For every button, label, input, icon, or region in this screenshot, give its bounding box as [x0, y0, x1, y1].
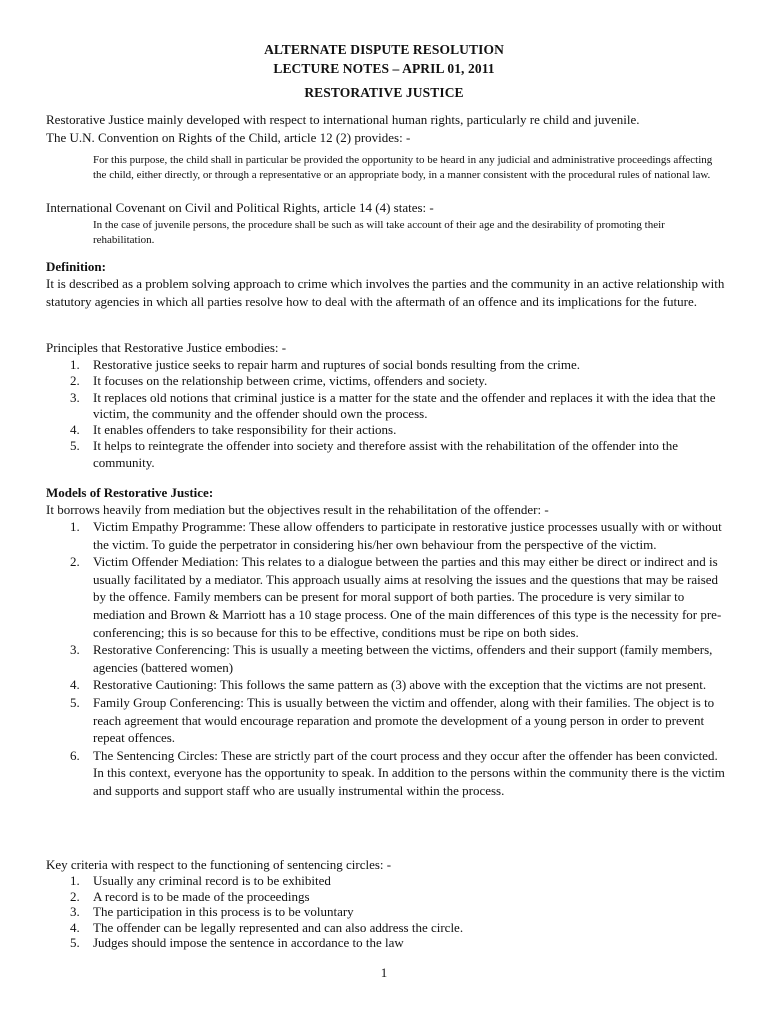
- list-item: 5. It helps to reintegrate the offender into society and therefore assist with the rehabilitation of the offender into the community.: [70, 438, 679, 470]
- list-item: 4. The offender can be legally represented and can also address the circle.: [70, 919, 464, 935]
- principles-intro: Principles that Restorative Justice embodies: -: [46, 340, 287, 355]
- principles-list: [46, 357, 726, 471]
- list-item: 4. It enables offenders to take responsibility for their actions.: [70, 422, 397, 438]
- models-list: [46, 518, 726, 800]
- list-item: 3. The participation in this process is to be voluntary: [70, 904, 354, 919]
- definition-text: It is described as a problem solving approach to crime which involves the parties and the community in an active relationship with statutory agencies in which all parties resolve how to deal with the aftermath of an offence and its implications for the future.: [46, 276, 725, 309]
- list-item: 2. A record is to be made of the proceedings: [70, 888, 310, 904]
- page-number: 1: [380, 965, 388, 980]
- blockquote-un-convention: For this purpose, the child shall in particular be provided the opportunity to be heard in any judicial and administrative proceedings affecting the child, either directly, or through a representative or an appropriate body, in a manner consistent with the procedural rules of national law.: [93, 154, 713, 181]
- list-item: 1. Victim Empathy Programme: These allow offenders to participate in restorative justice processes usually with or without the victim. To guide the perpetrator in considering his/her own behaviour from the perspective of the victim.: [70, 519, 722, 552]
- list-item: 3. Restorative Conferencing: This is usually a meeting between the victims, offenders and their support (family members, agencies (battered women): [70, 642, 713, 675]
- list-item: 5. Judges should impose the sentence in accordance to the law: [70, 935, 404, 950]
- intro-line-2: The U.N. Convention on Rights of the Child, article 12 (2) provides: -: [46, 129, 411, 145]
- list-item: 6. The Sentencing Circles: These are strictly part of the court process and they occur after the offender has been convicted. In this context, everyone has the opportunity to speak. In addition to the persons within the community there is the victim and supports and support staff who are usually instrumental within the process.: [70, 747, 725, 798]
- models-heading: Models of Restorative Justice:: [46, 485, 214, 500]
- list-item: 2. Victim Offender Mediation: This relates to a dialogue between the parties and this may either be direct or indirect and is usually facilitated by a mediator. This approach usually aims at resolving the issues and the questions that may be raised by the offence. Family members can be present for moral support of both parties. The procedure is very similar to mediation and Brown & Marriott has a 10 stage process. One of the main differences of this type is the necessity for pre-conferencing; this is so because for this to be effective, conditions must be ripe on both sides.: [70, 554, 722, 640]
- blockquote-iccpr: In the case of juvenile persons, the procedure shall be such as will take account of their age and the desirability of promoting their rehabilitation.: [93, 219, 665, 246]
- list-item: 5. Family Group Conferencing: This is usually between the victim and offender, along with their families. The object is to reach agreement that would encourage reparation and promote the development of a young person in order to prevent repeat offences.: [70, 694, 715, 746]
- section-title: RESTORATIVE JUSTICE: [304, 85, 464, 100]
- iccpr-line: International Covenant on Civil and Political Rights, article 14 (4) states: -: [46, 200, 434, 215]
- document-subtitle-date: LECTURE NOTES – APRIL 01, 2011: [273, 61, 495, 76]
- list-item: 2. It focuses on the relationship between crime, victims, offenders and society.: [70, 373, 488, 389]
- document-title: ALTERNATE DISPUTE RESOLUTION: [264, 42, 504, 57]
- models-intro: It borrows heavily from mediation but the objectives result in the rehabilitation of the offender: -: [46, 502, 549, 517]
- definition-heading: Definition:: [46, 259, 106, 274]
- criteria-intro: Key criteria with respect to the functioning of sentencing circles: -: [46, 857, 392, 872]
- list-item: 4. Restorative Cautioning: This follows the same pattern as (3) above with the exception that the victims are not present.: [70, 677, 707, 693]
- intro-line-1: Restorative Justice mainly developed with respect to international human rights, particularly re child and juvenile.: [46, 112, 640, 127]
- criteria-list: [46, 873, 726, 951]
- intro-paragraph: [46, 111, 726, 146]
- list-item: 3. It replaces old notions that criminal justice is a matter for the state and the offender and replaces it with the idea that the victim, the community and the offender should own the process.: [70, 389, 716, 421]
- list-item: 1. Restorative justice seeks to repair harm and ruptures of social bonds resulting from the crime.: [70, 357, 580, 372]
- list-item: 1. Usually any criminal record is to be exhibited: [70, 873, 331, 888]
